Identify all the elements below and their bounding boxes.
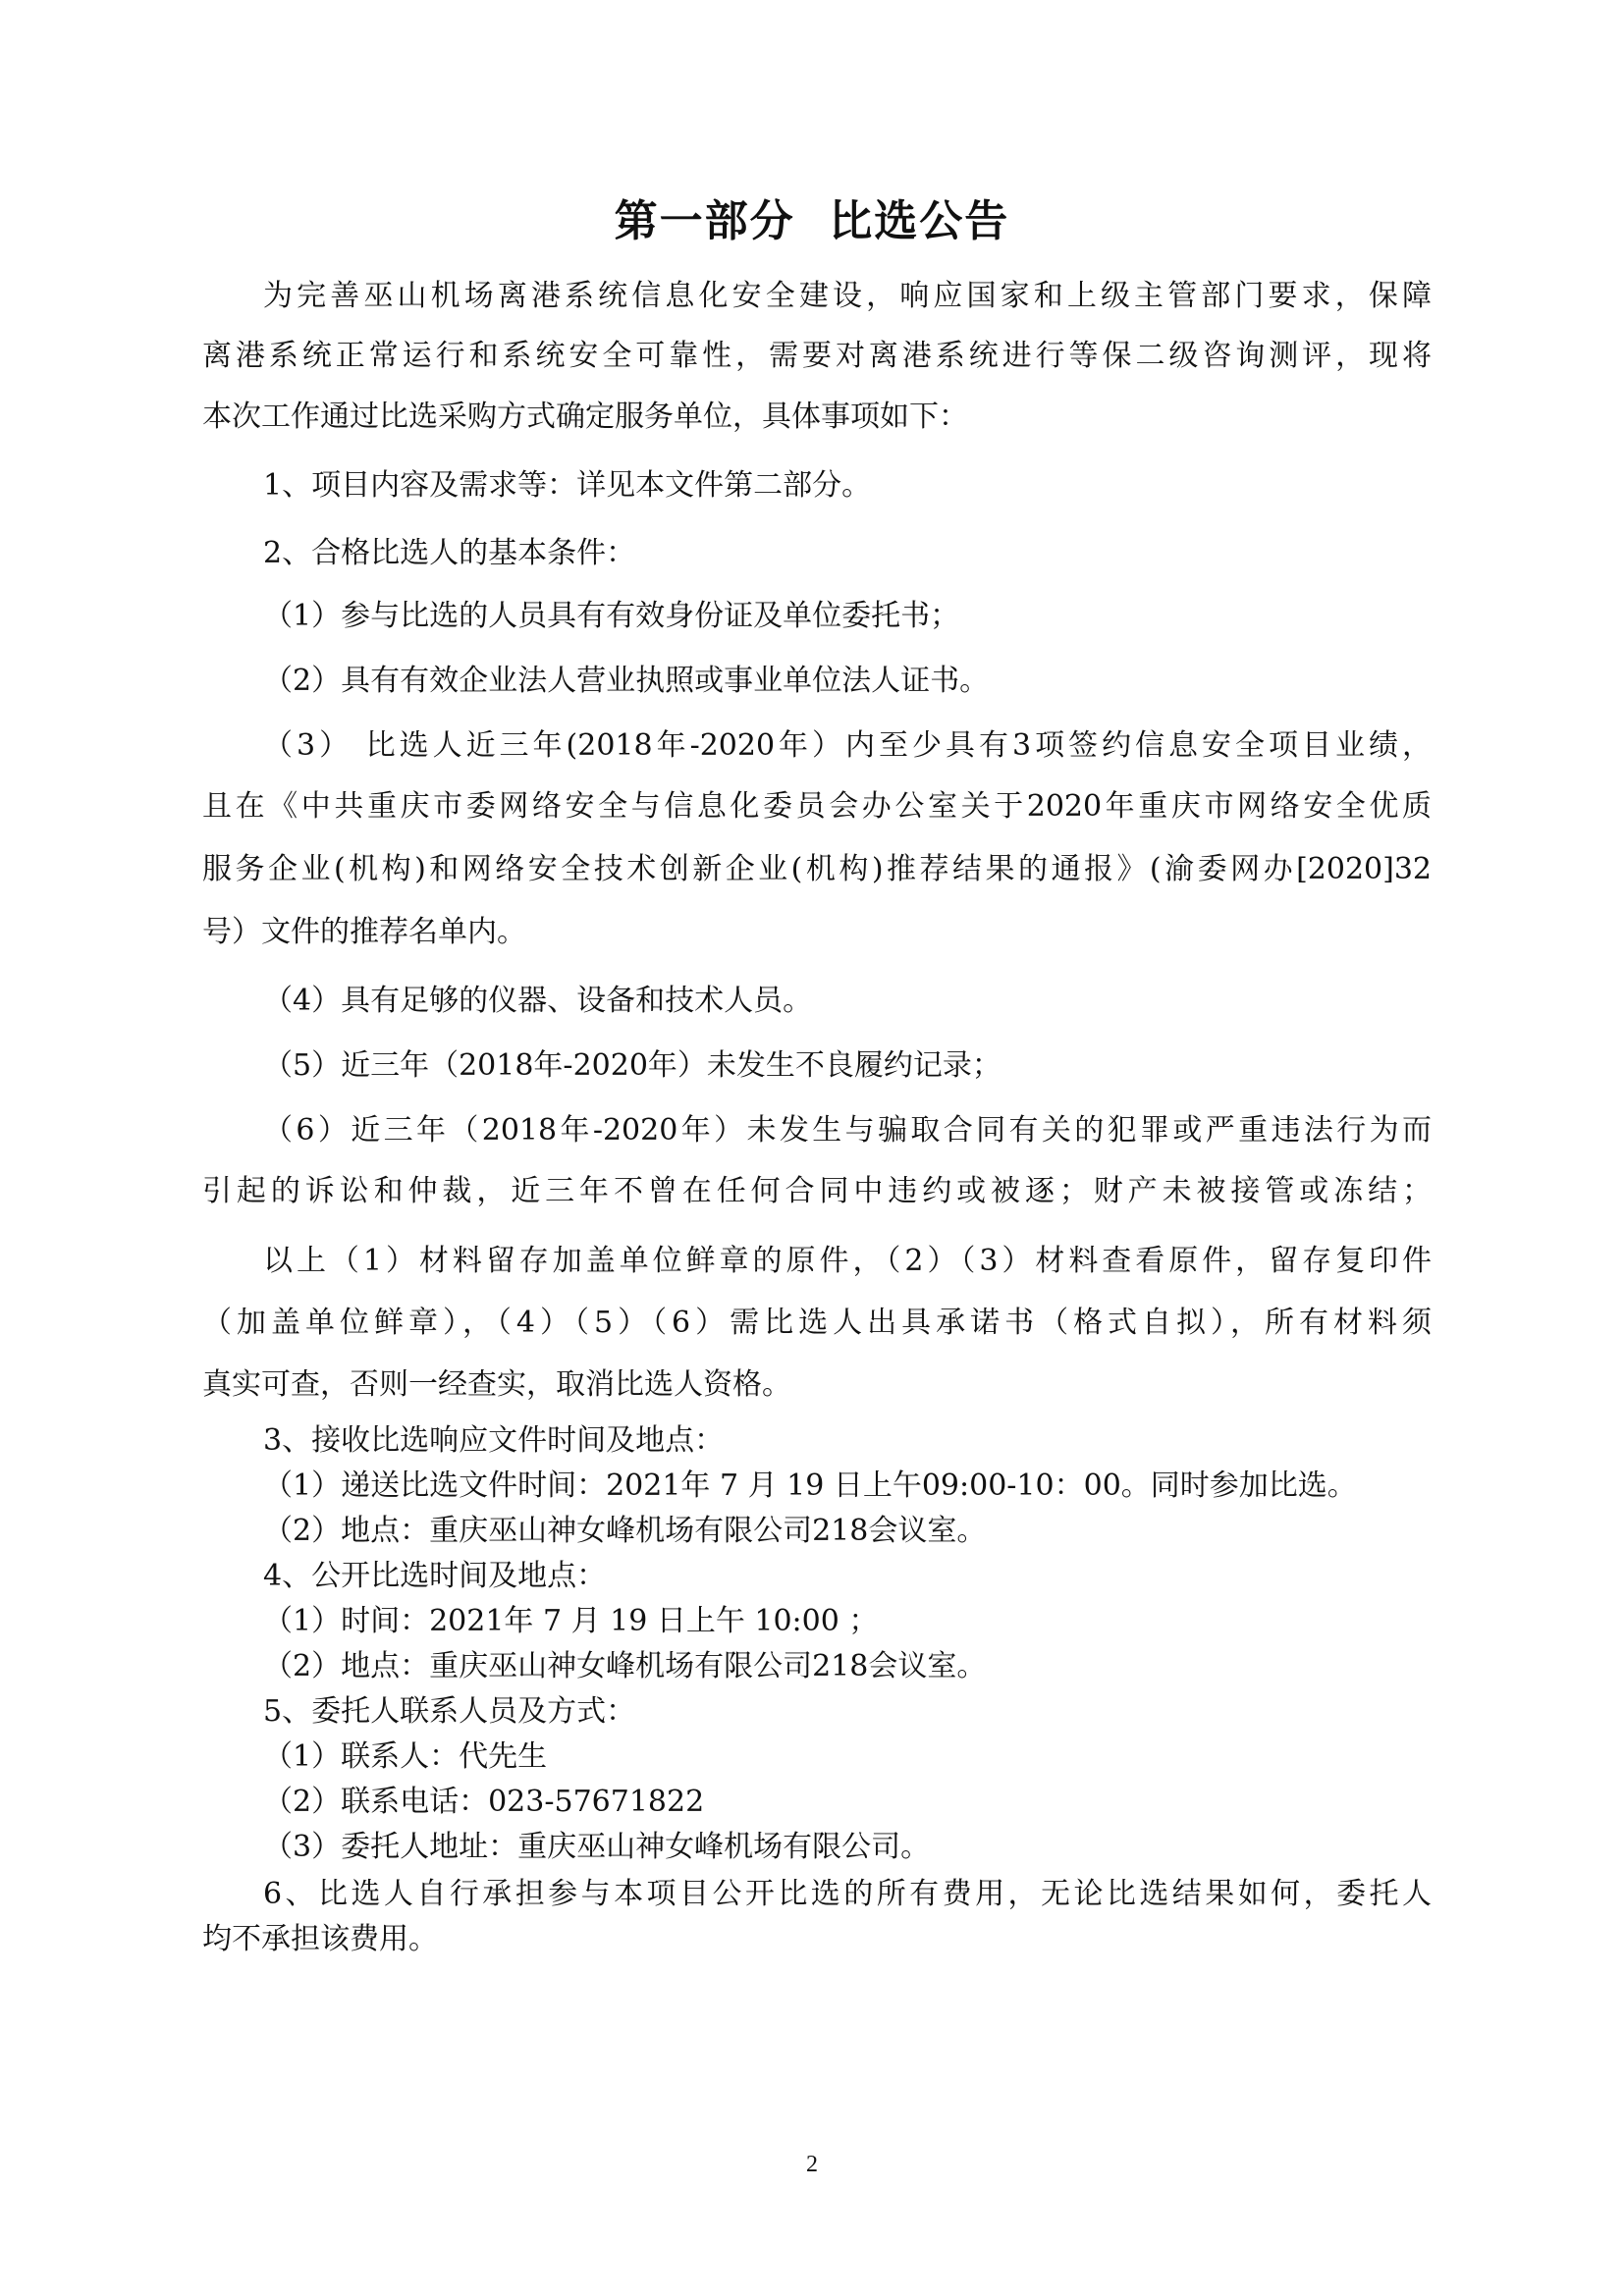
public-selection-time: （1）时间：2021年 7 月 19 日上午 10:00 ； — [263, 1604, 879, 1638]
item-5-contact-heading: 5、委托人联系人员及方式： — [263, 1694, 636, 1729]
public-selection-location: （2）地点：重庆巫山神女峰机场有限公司218会议室。 — [263, 1649, 987, 1683]
item-3-submission-heading: 3、接收比选响应文件时间及地点： — [263, 1423, 725, 1458]
materials-note-line-2: （加盖单位鲜章），（4）（5）（6）需比选人出具承诺书（格式自拟），所有材料须 — [202, 1306, 1432, 1340]
submission-location: （2）地点：重庆巫山神女峰机场有限公司218会议室。 — [263, 1514, 987, 1548]
contact-person: （1）联系人：代先生 — [263, 1739, 548, 1774]
materials-note-line-3: 真实可查，否则一经查实，取消比选人资格。 — [202, 1367, 791, 1402]
contact-address: （3）委托人地址：重庆巫山神女峰机场有限公司。 — [263, 1830, 931, 1864]
submission-time: （1）递送比选文件时间：2021年 7 月 19 日上午09:00-10：00。同时参加比选。 — [263, 1468, 1357, 1503]
page-number: 2 — [806, 2152, 818, 2177]
qualification-3-line-3: 服务企业(机构)和网络安全技术创新企业(机构)推荐结果的通报》(渝委网办[2020]32 — [202, 852, 1432, 886]
qualification-6-line-2: 引起的诉讼和仲裁，近三年不曾在任何合同中违约或被逐；财产未被接管或冻结； — [202, 1174, 1432, 1208]
qualification-3-line-1: （3） 比选人近三年(2018年-2020年）内至少具有3项签约信息安全项目业绩， — [263, 728, 1432, 763]
qualification-5: （5）近三年（2018年-2020年）未发生不良履约记录； — [263, 1048, 1001, 1083]
qualification-3-line-4: 号）文件的推荐名单内。 — [202, 915, 526, 949]
contact-phone: （2）联系电话：023-57671822 — [263, 1785, 705, 1819]
paragraph-intro-line-1: 为完善巫山机场离港系统信息化安全建设，响应国家和上级主管部门要求，保障 — [263, 279, 1432, 313]
item-1-project-content: 1、项目内容及需求等：详见本文件第二部分。 — [263, 468, 872, 503]
qualification-3-line-2: 且在《中共重庆市委网络安全与信息化委员会办公室关于2020年重庆市网络安全优质 — [202, 789, 1432, 824]
page-title: 第一部分 比选公告 — [614, 196, 1010, 246]
item-2-qualification-heading: 2、合格比选人的基本条件： — [263, 536, 636, 570]
item-6-costs-line-1: 6、比选人自行承担参与本项目公开比选的所有费用，无论比选结果如何，委托人 — [263, 1877, 1432, 1911]
materials-note-line-1: 以上（1）材料留存加盖单位鲜章的原件，（2）（3）材料查看原件，留存复印件 — [263, 1244, 1432, 1278]
item-6-costs-line-2: 均不承担该费用。 — [202, 1922, 438, 1956]
qualification-6-line-1: （6）近三年（2018年-2020年）未发生与骗取合同有关的犯罪或严重违法行为而 — [263, 1113, 1432, 1148]
paragraph-intro-line-2: 离港系统正常运行和系统安全可靠性，需要对离港系统进行等保二级咨询测评，现将 — [202, 339, 1432, 373]
qualification-2: （2）具有有效企业法人营业执照或事业单位法人证书。 — [263, 664, 990, 698]
qualification-1: （1）参与比选的人员具有有效身份证及单位委托书； — [263, 599, 960, 633]
item-4-public-selection-heading: 4、公开比选时间及地点： — [263, 1559, 607, 1593]
paragraph-intro-line-3: 本次工作通过比选采购方式确定服务单位，具体事项如下： — [202, 400, 968, 434]
qualification-4: （4）具有足够的仪器、设备和技术人员。 — [263, 984, 813, 1018]
